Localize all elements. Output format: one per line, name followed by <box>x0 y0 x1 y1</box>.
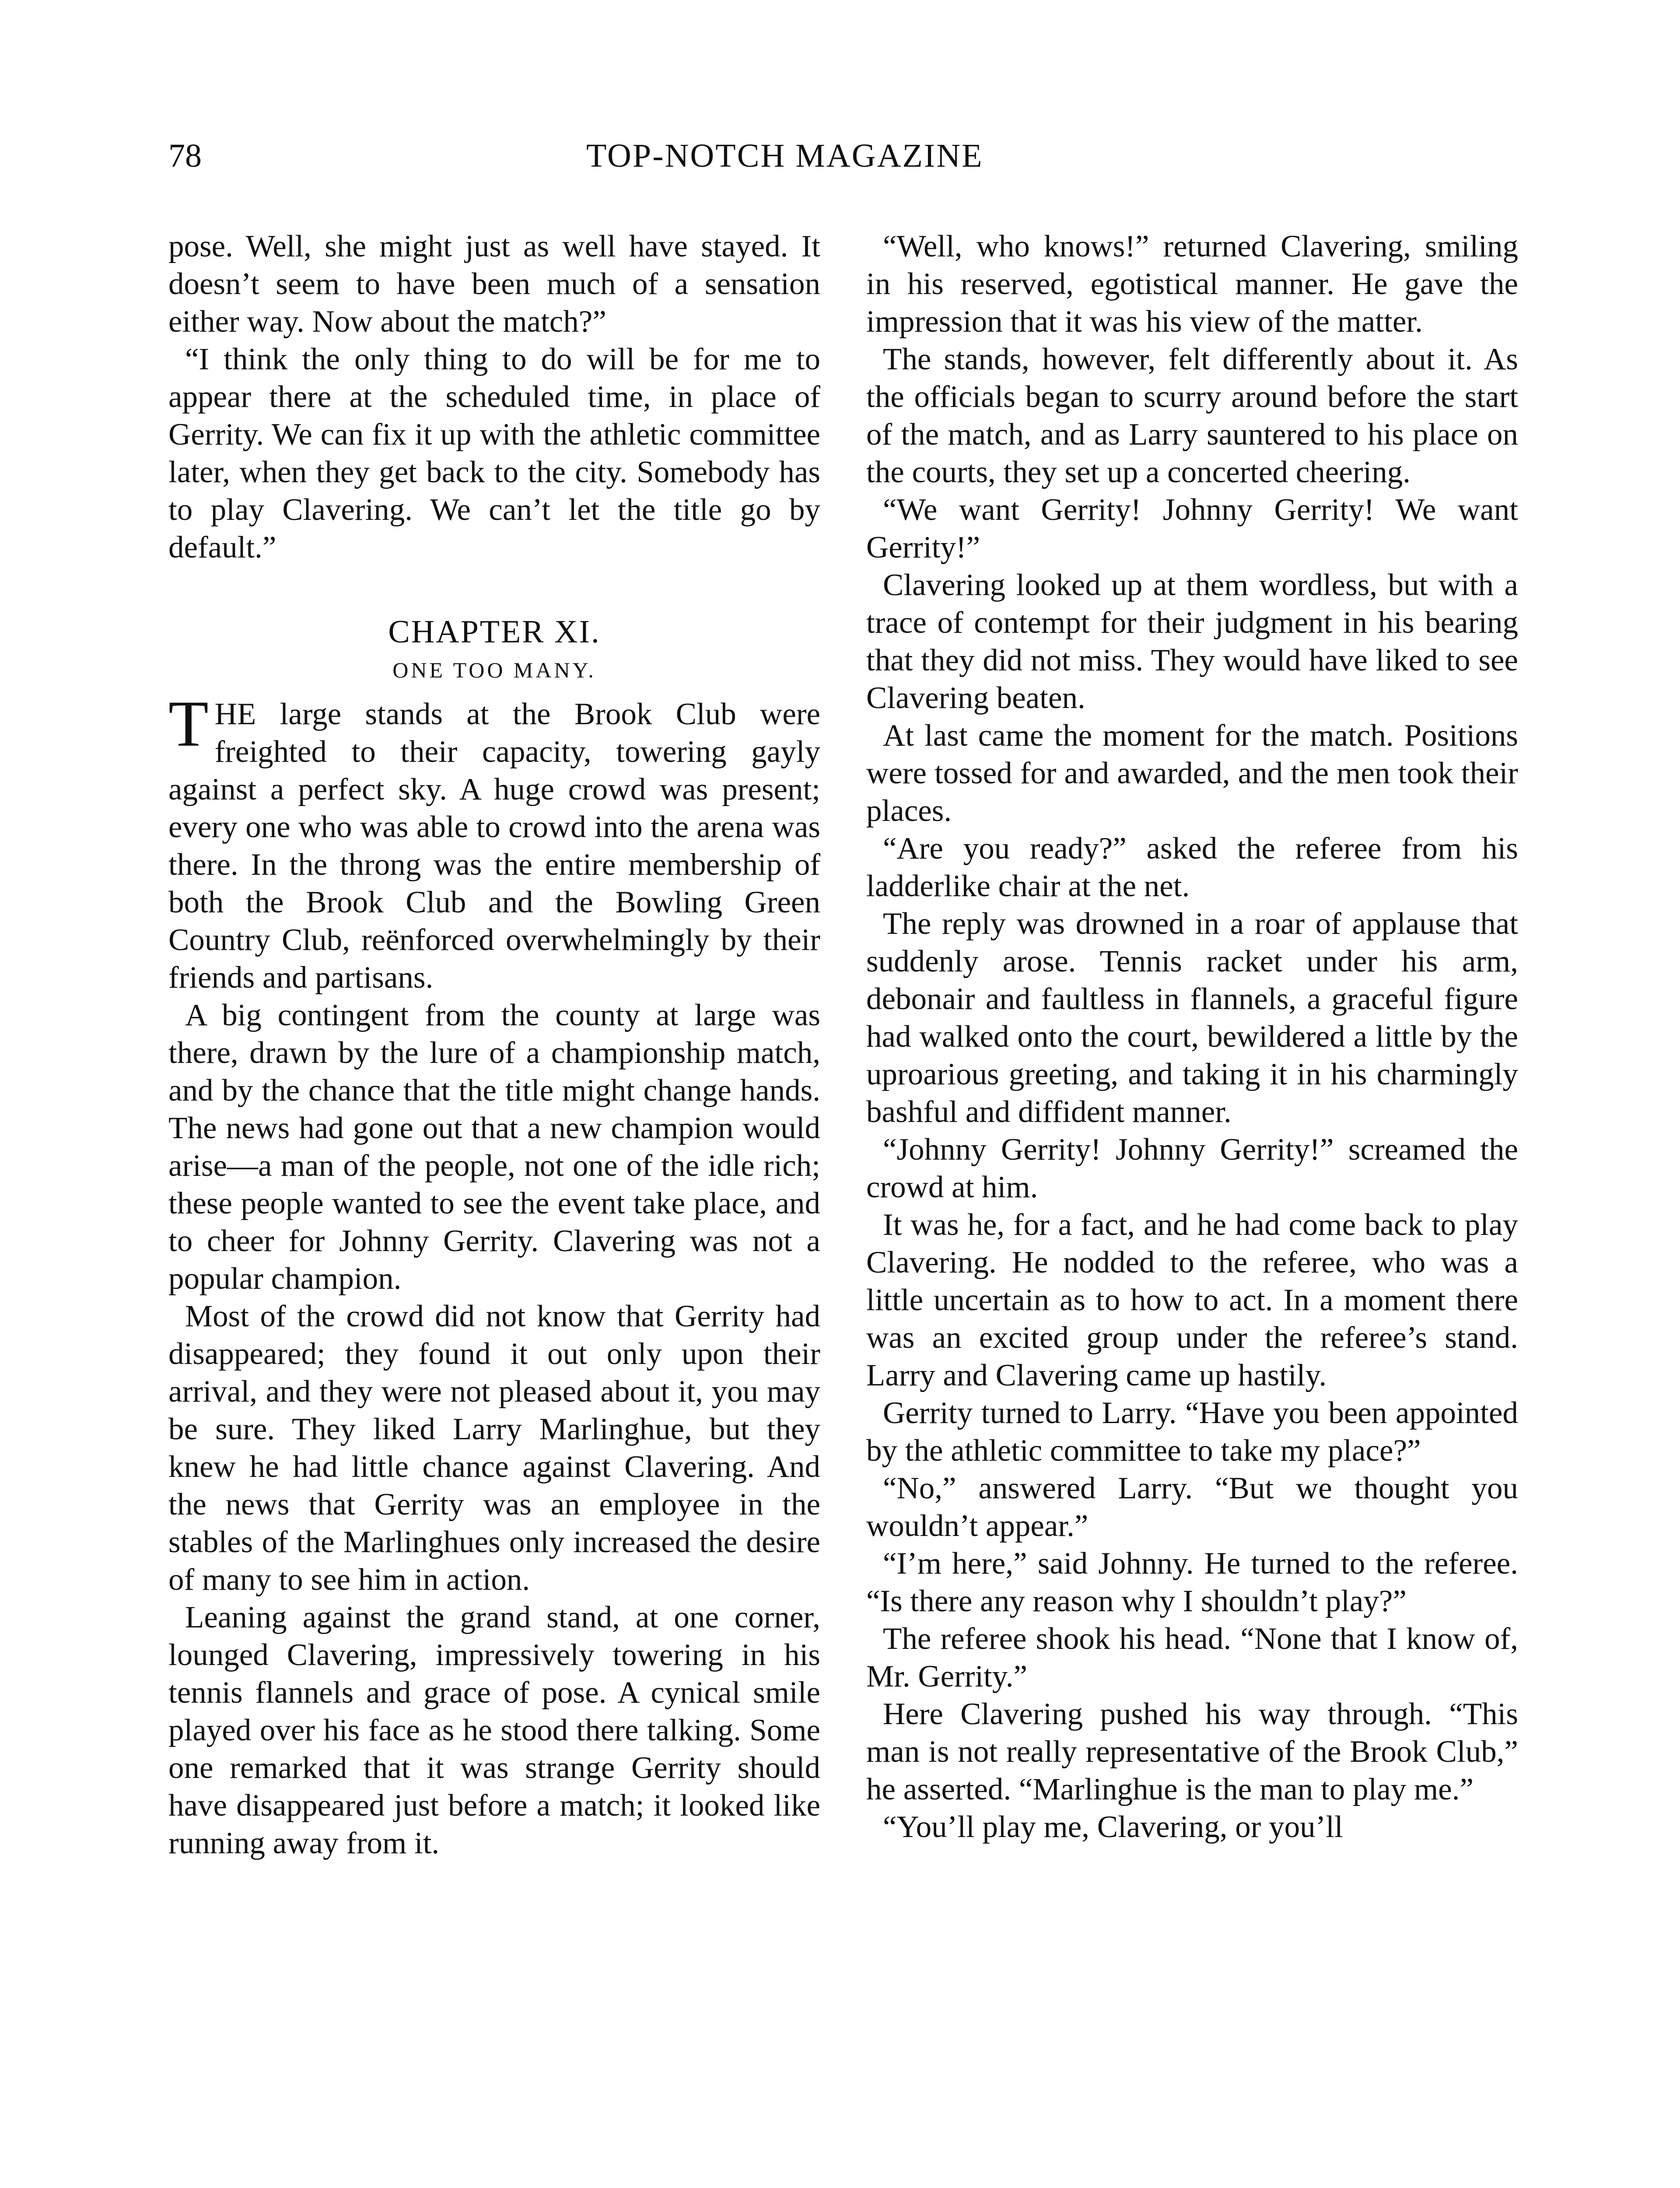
paragraph: At last came the moment for the match. Positions were tossed for and awarded, and the men took their places. <box>866 719 1518 828</box>
paragraph: Here Clavering pushed his way through. “This man is not really representative of the Brook Club,” he asserted. “Marlinghue is the man to play me.” <box>866 1697 1518 1806</box>
paragraph: “No,” answered Larry. “But we thought you wouldn’t appear.” <box>866 1471 1518 1543</box>
paragraph: Leaning against the grand stand, at one corner, lounged Clavering, impressively towering in his tennis flannels and grace of pose. A cynical smile played over his face as he stood there talking. Some one remarked that it was strange Gerrity should have disappeared just before a match; it looked like running away from it. <box>168 1600 820 1860</box>
paragraph: “Are you ready?” asked the referee from his ladderlike chair at the net. <box>866 831 1518 903</box>
paragraph: A big contingent from the county at large was there, drawn by the lure of a championship match, and by the chance that the title might change hands. The news had gone out that a new champion would arise—a man of the people, not one of the idle rich; these people wanted to see the event take place, and to cheer for Johnny Gerrity. Clavering was not a popular champion. <box>168 998 820 1296</box>
paragraph: “I’m here,” said Johnny. He turned to the referee. “Is there any reason why I shouldn’t play?” <box>866 1546 1518 1618</box>
paragraph: The referee shook his head. “None that I know of, Mr. Gerrity.” <box>866 1622 1518 1694</box>
paragraph: The reply was drowned in a roar of applause that suddenly arose. Tennis racket under his arm, debonair and faultless in flannels, a graceful figure had walked onto the court, bewildered a little by the uproarious greeting, and taking it in his charmingly bashful and diffident manner. <box>866 907 1518 1129</box>
paragraph: “Johnny Gerrity! Johnny Gerrity!” screamed the crowd at him. <box>866 1133 1518 1204</box>
drop-cap: T <box>168 687 209 760</box>
paragraph: “We want Gerrity! Johnny Gerrity! We want Gerrity!” <box>866 493 1518 565</box>
paragraph: It was he, for a fact, and he had come back to play Clavering. He nodded to the referee, who was a little uncertain as to how to act. In a moment there was an excited group under the referee’s stand. Larry and Clavering came up hastily. <box>866 1208 1518 1392</box>
right-column <box>866 228 1518 1846</box>
chapter-title: CHAPTER XI. <box>388 614 601 650</box>
running-head: TOP-NOTCH MAGAZINE <box>586 137 984 174</box>
paragraph-text: HE large stands at the Brook Club were freighted to their capacity, towering gayly against a perfect sky. A huge crowd was present; every one who was able to crowd into the arena was there. In the throng was the entire membership of both the Brook Club and the Bowling Green Country Club, reënforced overwhelmingly by their friends and partisans. <box>168 697 820 995</box>
paragraph: “Well, who knows!” returned Clavering, smiling in his reserved, egotistical manner. He gave the impression that it was his view of the matter. <box>866 229 1518 339</box>
paragraph: Clavering looked up at them wordless, but with a trace of contempt for their judgment in his bearing that they did not miss. They would have liked to see Clavering beaten. <box>866 568 1518 715</box>
paragraph: “I think the only thing to do will be for me to appear there at the scheduled time, in place of Gerrity. We can fix it up with the athletic committee later, when they get back to the city. Somebody has to play Clavering. We can’t let the title go by default.” <box>168 342 820 565</box>
paragraph: Most of the crowd did not know that Gerrity had disappeared; they found it out only upon their arrival, and they were not pleased about it, you may be sure. They liked Larry Marlinghue, but they knew he had little chance against Clavering. And the news that Gerrity was an employee in the stables of the Marlinghues only increased the desire of many to see him in action. <box>168 1299 820 1597</box>
paragraph: “You’ll play me, Clavering, or you’ll <box>883 1810 1343 1844</box>
paragraph: The stands, however, felt differently about it. As the officials began to scurry around before the start of the match, and as Larry sauntered to his place on the courts, they set up a concerted cheering. <box>866 342 1518 489</box>
left-column <box>168 228 820 1862</box>
chapter-subtitle: ONE TOO MANY. <box>392 658 596 682</box>
page-number: 78 <box>168 137 202 174</box>
paragraph: pose. Well, she might just as well have stayed. It doesn’t seem to have been much of a sensation either way. Now about the match?” <box>168 229 820 339</box>
paragraph: Gerrity turned to Larry. “Have you been appointed by the athletic committee to take my place?” <box>866 1396 1518 1468</box>
chapter-opening-paragraph <box>168 687 820 996</box>
